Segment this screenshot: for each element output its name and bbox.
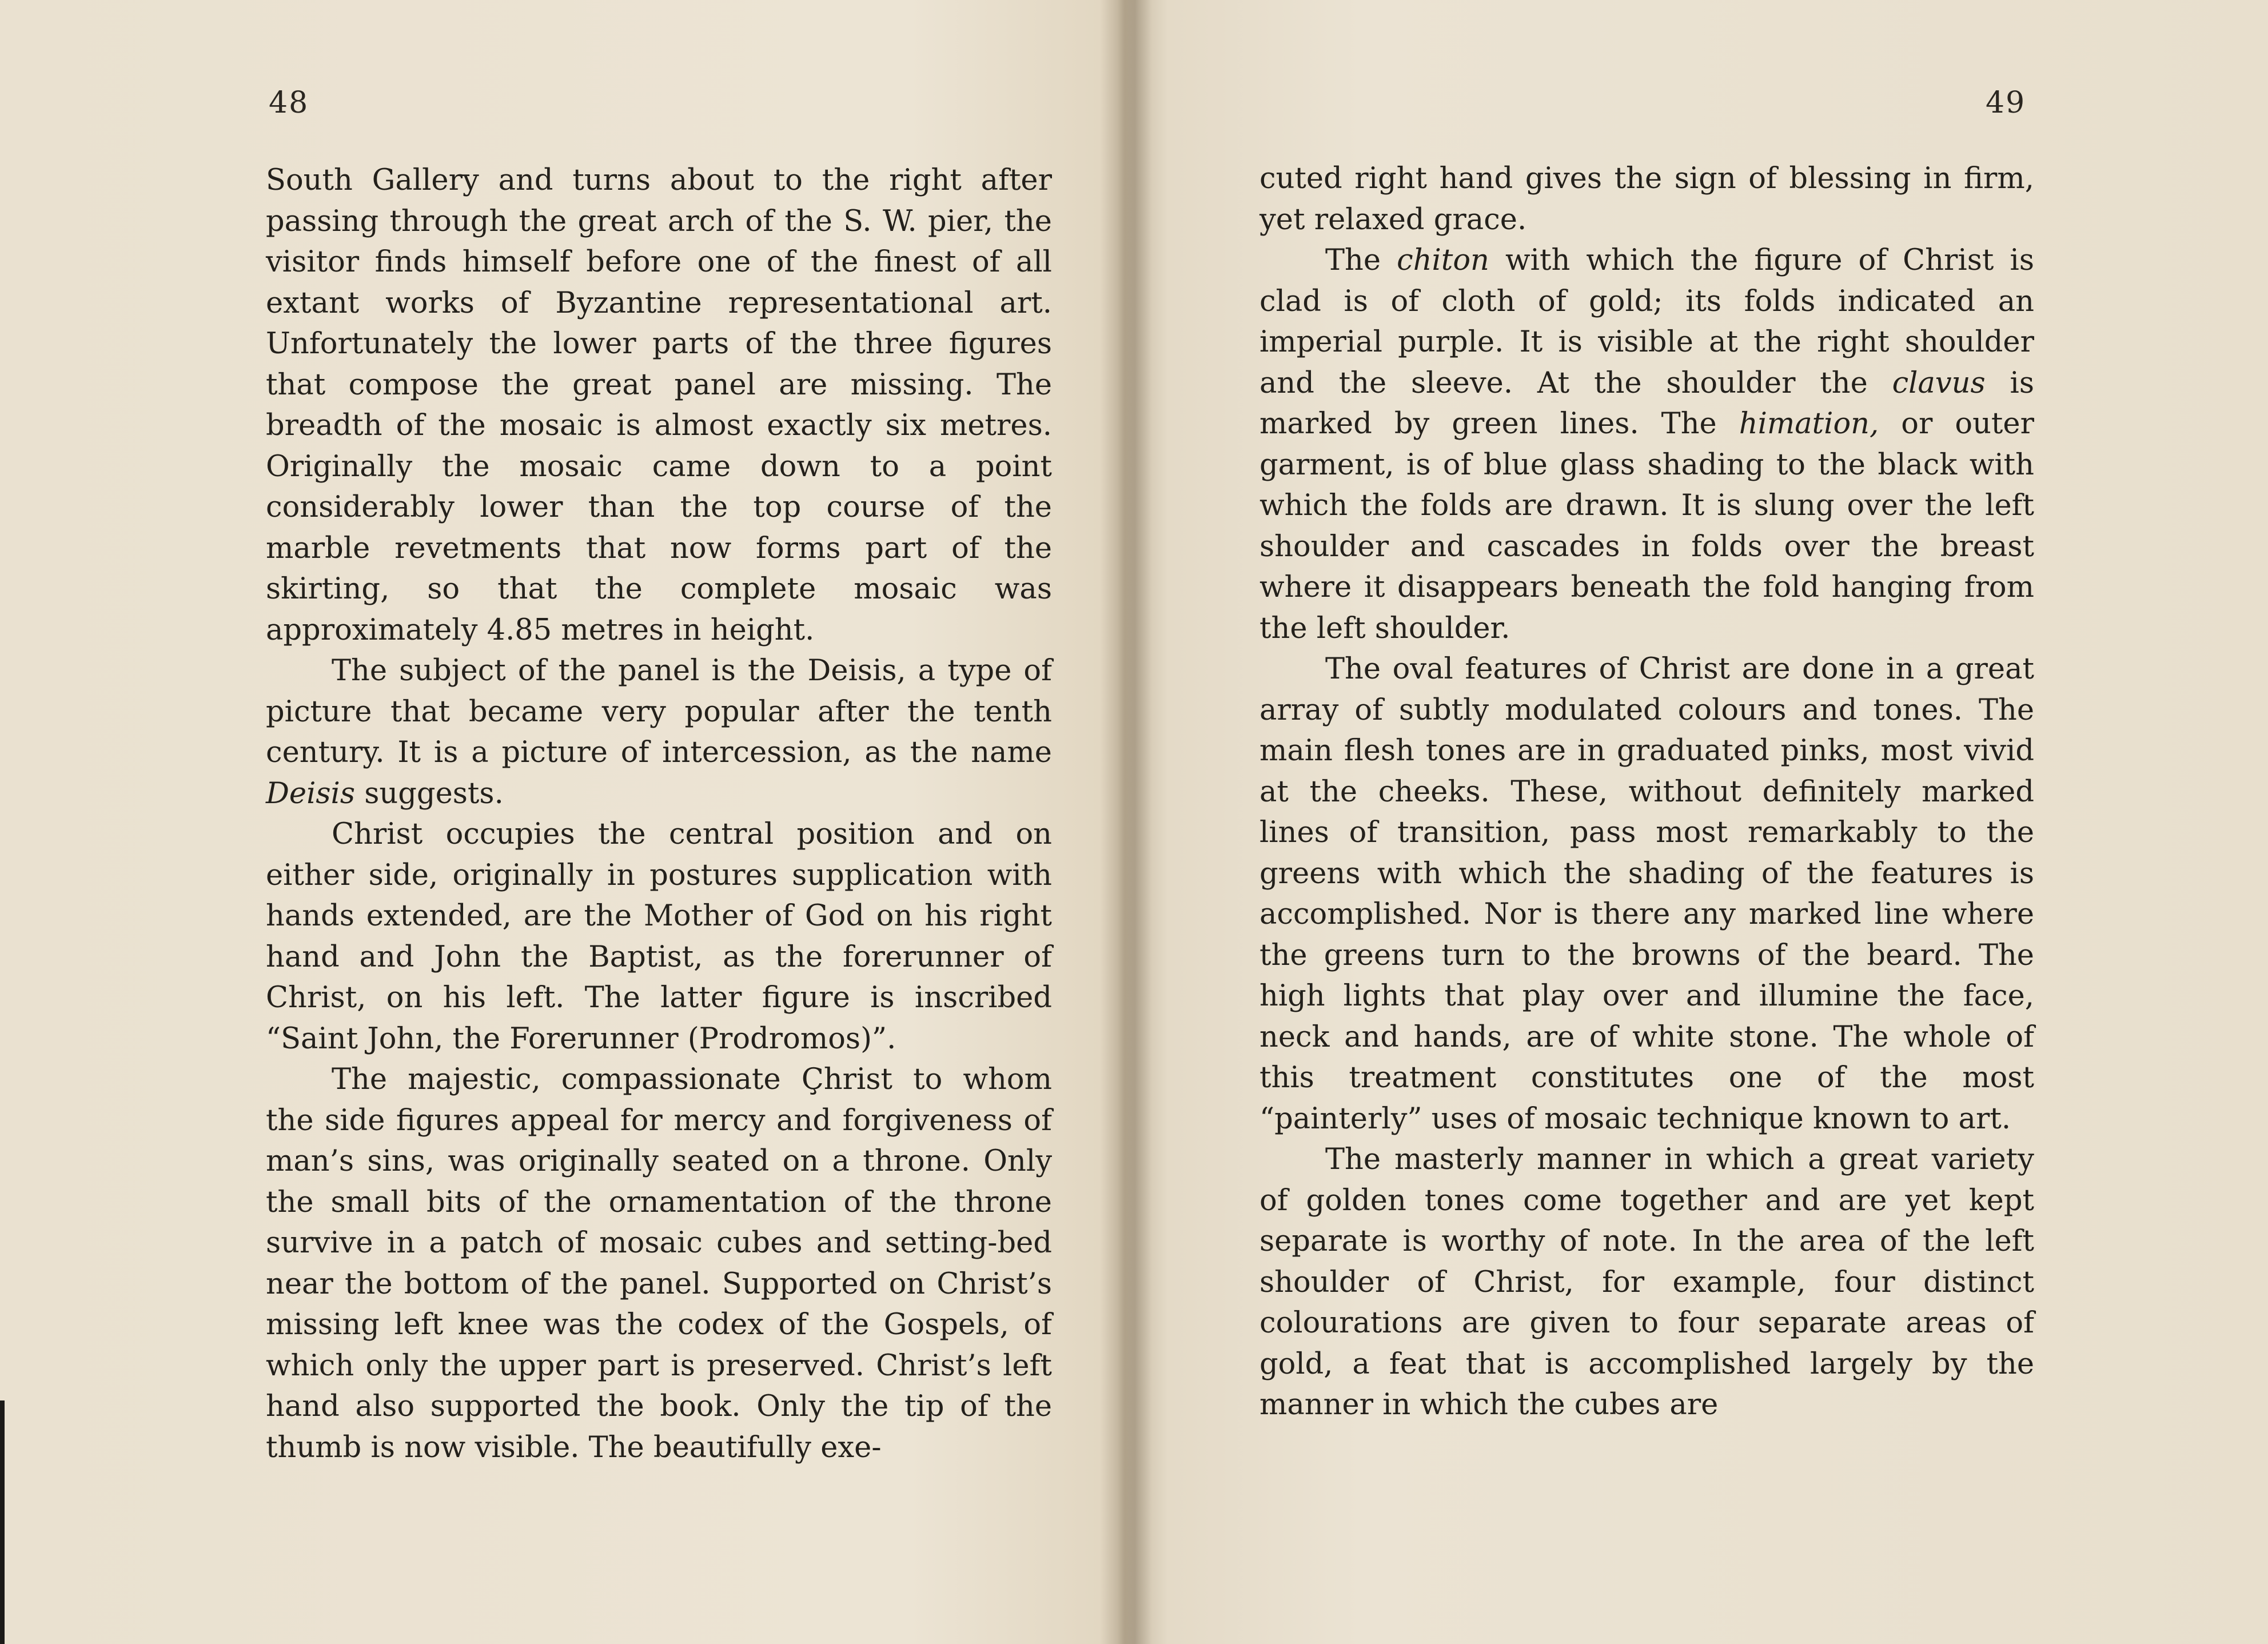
page-number-left: 48 <box>269 86 309 120</box>
paragraph <box>1259 240 2034 649</box>
text-run: The <box>1325 244 1397 277</box>
paragraph: South Gallery and turns about to the right after passing through the great arch of the S. W. pier, the visitor finds himself before one of the finest of all extant works of Byzantine representational art. Unfortunately the lower parts of the three figures that compose the great panel are missing. The breadth of the mosaic is almost exactly six metres. Originally the mosaic came down to a point considerably lower than the top course of the marble revetments that now forms part of the skirting, so that the complete mosaic was approximately 4.85 metres in height. <box>266 163 1052 647</box>
paragraph: The majestic, compassionate Çhrist to whom the side figures appeal for mercy and forgiveness of man’s sins, was originally seated on a throne. Only the small bits of the ornamentation of the throne survive in a patch of mosaic cubes and setting-bed near the bottom of the panel. Supported on Christ’s missing left knee was the codex of the Gospels, of which only the upper part is preserved. Christ’s left hand also supported the book. Only the tip of the thumb is now visible. The beautifully exe- <box>266 1063 1052 1465</box>
italic-term: Deisis <box>266 776 356 811</box>
paragraph: The masterly manner in which a great variety of golden tones come together and are yet kept separate is worthy of note. In the area of the left shoulder of Christ, for example, four distinct colourations are given to four separate areas of gold, a feat that is accomplished largely by the manner in which the cubes are <box>1259 1143 2034 1422</box>
right-page <box>1137 0 2268 1644</box>
text-run: with which the figure of Christ is clad is of cloth of gold; its folds indicated an imperial purple. It is visible at the right shoulder and the sleeve. At the shoulder the <box>1259 244 2034 400</box>
paragraph: The oval features of Christ are done in a great array of subtly modulated colours and tones. The main flesh tones are in graduated pinks, most vivid at the cheeks. These, without definitely marked lines of transition, pass most remarkably to the greens with which the shading of the features is accomplished. Nor is there any marked line where the greens turn to the browns of the beard. The high lights that play over and illumine the face, neck and hands, are of white stone. The whole of this treatment constitutes one of the most “painterly” uses of mosaic technique known to art. <box>1259 652 2034 1136</box>
italic-term: clavus <box>1892 366 1986 400</box>
paragraph: cuted right hand gives the sign of blessing in firm, yet relaxed grace. <box>1259 162 2034 237</box>
left-page <box>0 0 1132 1644</box>
paragraph <box>266 651 1052 814</box>
text-run: suggests. <box>355 776 504 811</box>
left-page-text <box>266 160 1052 1468</box>
text-run: is marked by green lines. The <box>1259 366 2034 441</box>
text-run: The subject of the panel is the Deisis, a type of picture that became very popular after the tenth century. It is a picture of intercession, as the name <box>266 654 1052 769</box>
text-run: or outer garment, is of blue glass shading to the black with which the folds are drawn. It is slung over the left shoulder and cascades in folds over the breast where it disappears beneath the fold hanging from the left shoulder. <box>1259 407 2034 645</box>
paragraph: Christ occupies the central position and on either side, originally in postures supplication with hands extended, are the Mother of God on his right hand and John the Baptist, as the forerunner of Christ, on his left. The latter figure is inscribed “Saint John, the Forerunner (Prodromos)”. <box>266 817 1052 1056</box>
italic-term: himation, <box>1739 407 1879 441</box>
italic-term: chiton <box>1397 244 1489 277</box>
right-page-text <box>1259 158 2034 1426</box>
page-number-right: 49 <box>1986 86 2026 120</box>
